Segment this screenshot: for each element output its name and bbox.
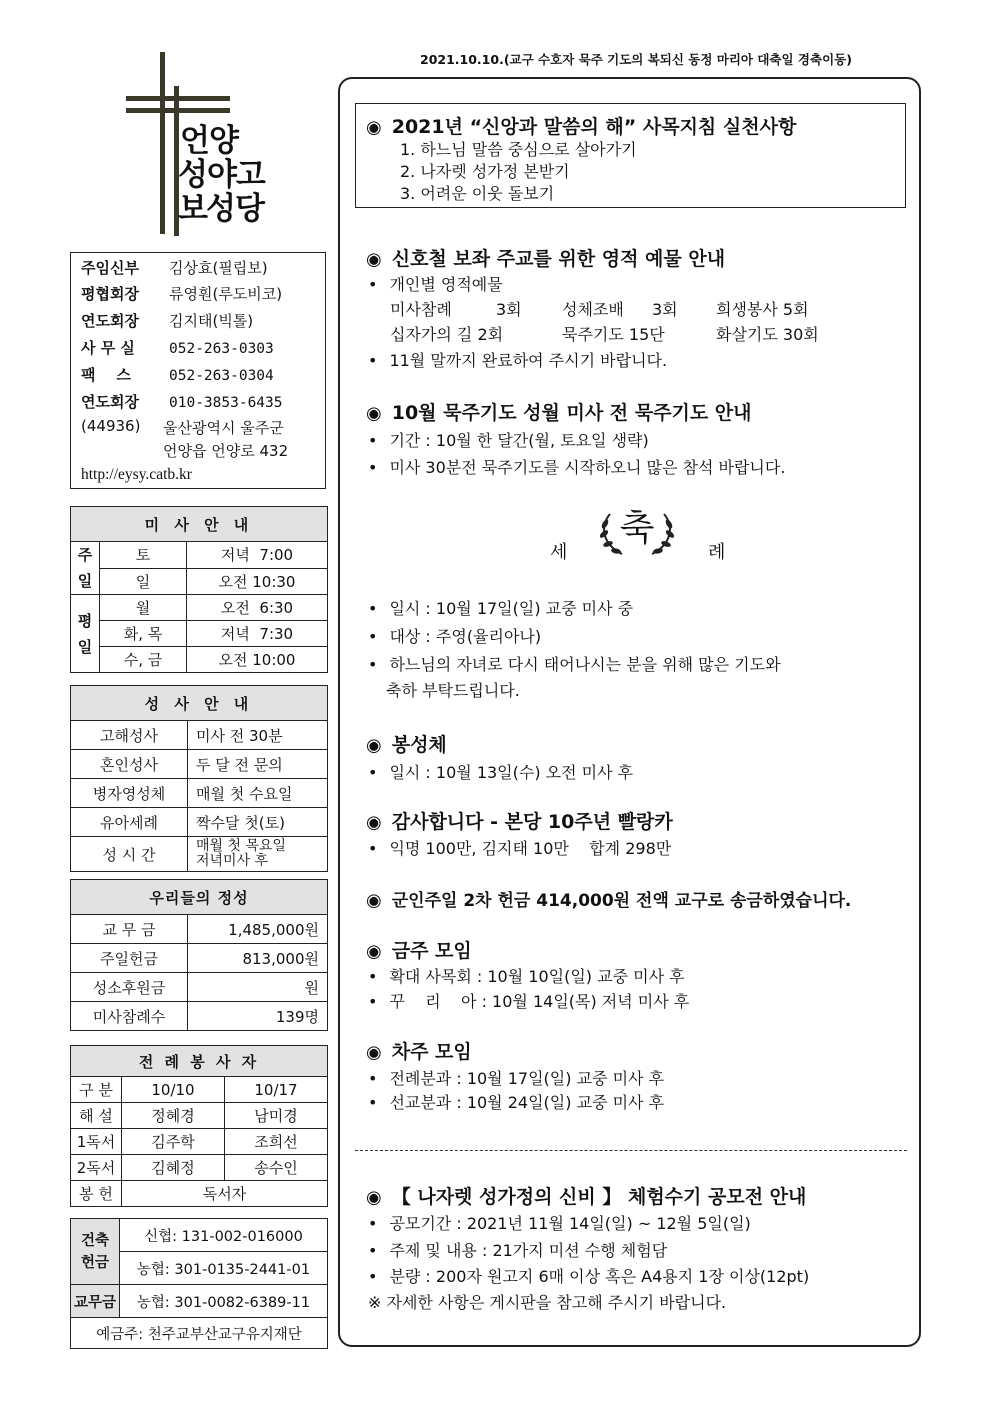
notice-line: 선교분과 : 10월 24일(일) 교중 미사 후 — [389, 1093, 665, 1112]
building-fund-label: 건축 헌금 — [71, 1219, 120, 1285]
server-name: 김주학 — [122, 1129, 225, 1155]
sunday-label: 주일 — [71, 542, 100, 595]
dot-icon: • — [368, 627, 378, 646]
tithe-account: 농협: 301-0082-6389-11 — [120, 1285, 328, 1318]
notice-line: 11월 말까지 완료하여 주시기 바랍니다. — [389, 351, 668, 370]
notice-line: 축하 부탁드립니다. — [386, 681, 520, 700]
section-heading — [366, 1037, 472, 1064]
offering-name: 교 무 금 — [71, 915, 188, 944]
notice-line: 기간 : 10월 한 달간(월, 토요일 생략) — [389, 431, 649, 450]
dot-icon: • — [368, 599, 378, 618]
offering-amount: 813,000원 — [188, 944, 328, 973]
logo-line-1: 언양 — [180, 123, 238, 159]
notice-line: 공모기간 : 2021년 11월 14일(일) ~ 12월 5일(일) — [389, 1214, 751, 1233]
notice-line: 미사참례 — [390, 300, 452, 319]
servers-key: 구 분 — [71, 1077, 122, 1103]
server-name: 송수인 — [225, 1155, 328, 1181]
section-heading-text: 【 나자렛 성가정의 신비 】 체험수기 공모전 안내 — [391, 1186, 807, 1208]
server-name: 남미경 — [225, 1103, 328, 1129]
mass-time: 저녁 7:00 — [187, 542, 328, 569]
sacrament-name: 성 시 간 — [71, 837, 188, 872]
sacrament-info-2: 저녁미사 후 — [196, 853, 269, 869]
info-key: 연도회장 — [81, 393, 139, 411]
servers-date: 10/17 — [225, 1077, 328, 1103]
server-name: 김혜정 — [122, 1155, 225, 1181]
sacrament-name: 고해성사 — [71, 721, 188, 750]
bullet-icon: ◉ — [366, 890, 382, 911]
dot-icon: • — [368, 1267, 378, 1286]
section-heading-text: 군인주일 2차 헌금 414,000원 전액 교구로 송금하였습니다. — [391, 891, 852, 911]
parish-logo — [122, 52, 292, 242]
section-heading-text: 금주 모임 — [391, 940, 472, 962]
sacrament-info: 매월 첫 수요일 — [188, 779, 328, 808]
info-key: 사 무 실 — [81, 339, 135, 357]
section-heading — [366, 244, 725, 271]
dot-icon: • — [368, 967, 378, 986]
mass-time: 저녁 7:30 — [187, 621, 328, 647]
section-heading-text: 신호철 보좌 주교를 위한 영적 예물 안내 — [391, 248, 726, 270]
logo-line-2: 성야고보 — [178, 157, 265, 227]
section-heading — [366, 398, 752, 425]
sacrament-info: 두 달 전 문의 — [188, 750, 328, 779]
notice-line: 3회 — [496, 300, 522, 319]
fax-number: 052-263-0304 — [169, 368, 274, 384]
sacrament-info: 미사 전 30분 — [188, 721, 328, 750]
section-heading-text: 10월 묵주기도 성월 미사 전 묵주기도 안내 — [391, 402, 752, 424]
notice-line: 전례분과 : 10월 17일(일) 교중 미사 후 — [389, 1069, 665, 1088]
pastoral-item: 2. 나자렛 성가정 본받기 — [400, 162, 570, 181]
sacrament-name: 유아세례 — [71, 808, 188, 837]
notice-line: 확대 사목회 : 10월 10일(일) 교중 미사 후 — [389, 967, 685, 986]
bullet-icon: ◉ — [366, 735, 382, 756]
notice-line: 십자가의 길 2회 — [390, 325, 504, 344]
mass-title: 미 사 안 내 — [71, 507, 328, 542]
address-line-2: 언양읍 언양로 432 — [163, 442, 289, 460]
notice-line: 하느님의 자녀로 다시 태어나시는 분을 위해 많은 기도와 — [389, 655, 781, 674]
servers-key: 2독서 — [71, 1155, 122, 1181]
section-heading — [366, 936, 472, 963]
celebration-glyph: 축 — [619, 508, 655, 549]
mass-time: 오전 10:30 — [187, 568, 328, 595]
section-heading-text: 차주 모임 — [391, 1041, 472, 1063]
bank-accounts-table — [70, 1218, 328, 1349]
weekday-label: 평일 — [71, 595, 100, 673]
bullet-icon: ◉ — [366, 812, 382, 833]
dot-icon: • — [368, 458, 378, 477]
info-key: 연도회장 — [81, 312, 139, 330]
dot-icon: • — [368, 763, 378, 782]
notice-line: 주제 및 내용 : 21가지 미션 수행 체험담 — [389, 1241, 668, 1260]
notice-line: ※ 자세한 사항은 게시판을 참고해 주시기 바랍니다. — [368, 1293, 727, 1312]
sacrament-info: 짝수달 첫(토) — [188, 808, 328, 837]
notice-line: 분량 : 200자 원고지 6매 이상 혹은 A4용지 1장 이상(12pt) — [389, 1267, 810, 1286]
mass-day: 토 — [100, 542, 187, 569]
notice-line: 익명 100만, 김지태 10만 합계 298만 — [389, 839, 672, 858]
notice-line: 일시 : 10월 17일(일) 교중 미사 중 — [389, 599, 634, 618]
notice-line: 미사 30분전 묵주기도를 시작하오니 많은 참석 바랍니다. — [389, 458, 786, 477]
bullet-icon: ◉ — [366, 117, 382, 138]
section-divider — [355, 1150, 907, 1151]
offering-name: 미사참례수 — [71, 1002, 188, 1031]
section-heading-text: 감사합니다 - 본당 10주년 빨랑카 — [391, 811, 673, 833]
info-value: 김상효(필립보) — [169, 259, 268, 277]
bullet-icon: ◉ — [366, 1042, 382, 1063]
dot-icon: • — [368, 1069, 378, 1088]
bulletin-date: 2021.10.10.(교구 수호자 묵주 기도의 복되신 동정 마리아 대축일 경축이동) — [420, 52, 852, 67]
logo-line-3: 성당 — [206, 191, 264, 227]
address-line-1: 울산광역시 울주군 — [163, 419, 284, 437]
dot-icon: • — [368, 275, 378, 294]
sacrament-title: 성 사 안 내 — [71, 686, 328, 721]
account-holder: 예금주: 천주교부산교구유지재단 — [71, 1318, 328, 1349]
tithe-label: 교무금 — [71, 1285, 120, 1318]
sacrament-name: 혼인성사 — [71, 750, 188, 779]
celebration-emblem — [592, 496, 682, 566]
offering-amount: 1,485,000원 — [188, 915, 328, 944]
dot-icon: • — [368, 992, 378, 1011]
notice-line: 묵주기도 15단 — [562, 325, 665, 344]
dot-icon: • — [368, 1214, 378, 1233]
server-name: 정혜경 — [122, 1103, 225, 1129]
mass-day: 화, 목 — [100, 621, 187, 647]
info-value: 김지태(빅톨) — [169, 312, 254, 330]
servers-date: 10/10 — [122, 1077, 225, 1103]
dot-icon: • — [368, 839, 378, 858]
notice-line: 화살기도 30회 — [716, 325, 819, 344]
dot-icon: • — [368, 655, 378, 674]
section-heading — [366, 730, 447, 757]
building-account-1: 신협: 131-002-016000 — [120, 1219, 328, 1252]
server-name: 독서자 — [122, 1181, 328, 1207]
pastoral-item: 3. 어려운 이웃 돌보기 — [400, 184, 555, 203]
baptism-title-right: 례 — [708, 542, 726, 563]
website-link[interactable]: http://eysy.catb.kr — [81, 466, 192, 483]
mass-schedule-table — [70, 506, 328, 673]
section-heading-text: 봉성체 — [391, 734, 447, 756]
info-value: 류영훤(루도비코) — [169, 285, 283, 303]
mass-time: 오전 6:30 — [187, 595, 328, 621]
section-heading — [366, 807, 673, 834]
dot-icon: • — [368, 431, 378, 450]
pastoral-title — [366, 112, 796, 139]
postcode: (44936) — [81, 417, 141, 435]
dot-icon: • — [368, 351, 378, 370]
pastoral-item: 1. 하느님 말씀 중심으로 살아가기 — [400, 140, 637, 159]
bullet-icon: ◉ — [366, 249, 382, 270]
offering-name: 성소후원금 — [71, 973, 188, 1002]
office-phone: 052-263-0303 — [169, 341, 274, 357]
section-heading — [366, 1182, 806, 1209]
building-account-2: 농협: 301-0135-2441-01 — [120, 1252, 328, 1285]
mass-time: 오전 10:00 — [187, 647, 328, 673]
parish-info — [70, 252, 326, 489]
liturgy-servers-table — [70, 1045, 328, 1207]
sacrament-info: 매월 첫 목요일 — [196, 838, 287, 854]
info-key: 주임신부 — [81, 259, 139, 277]
notice-line: 대상 : 주영(율리아나) — [389, 627, 542, 646]
offering-name: 주일헌금 — [71, 944, 188, 973]
mass-day: 월 — [100, 595, 187, 621]
notice-line: 꾸 리 아 : 10월 14일(목) 저녁 미사 후 — [389, 992, 690, 1011]
servers-key: 봉 헌 — [71, 1181, 122, 1207]
mass-day: 일 — [100, 568, 187, 595]
notice-line: 개인별 영적예물 — [389, 275, 503, 294]
offering-title: 우리들의 정성 — [71, 880, 328, 915]
notice-line: 3회 — [652, 300, 678, 319]
bullet-icon: ◉ — [366, 403, 382, 424]
sacrament-table — [70, 685, 328, 872]
offering-amount: 원 — [188, 973, 328, 1002]
section-heading — [366, 886, 851, 911]
notice-line: 성체조배 — [562, 300, 624, 319]
servers-key: 해 설 — [71, 1103, 122, 1129]
servers-key: 1독서 — [71, 1129, 122, 1155]
mass-day: 수, 금 — [100, 647, 187, 673]
info-key: 평협회장 — [81, 285, 139, 303]
dot-icon: • — [368, 1093, 378, 1112]
baptism-title-left: 세 — [550, 542, 568, 563]
notice-line: 일시 : 10월 13일(수) 오전 미사 후 — [389, 763, 634, 782]
offering-amount: 139명 — [188, 1002, 328, 1031]
mobile-number: 010-3853-6435 — [169, 395, 283, 411]
info-key: 팩 스 — [81, 366, 131, 384]
offering-table — [70, 879, 328, 1031]
pastoral-title-text: 2021년 “신앙과 말씀의 해” 사목지침 실천사항 — [391, 116, 797, 138]
sacrament-name: 병자영성체 — [71, 779, 188, 808]
dot-icon: • — [368, 1241, 378, 1260]
servers-title: 전 례 봉 사 자 — [71, 1046, 328, 1077]
notice-line: 희생봉사 5회 — [716, 300, 809, 319]
bullet-icon: ◉ — [366, 941, 382, 962]
bullet-icon: ◉ — [366, 1187, 382, 1208]
server-name: 조희선 — [225, 1129, 328, 1155]
